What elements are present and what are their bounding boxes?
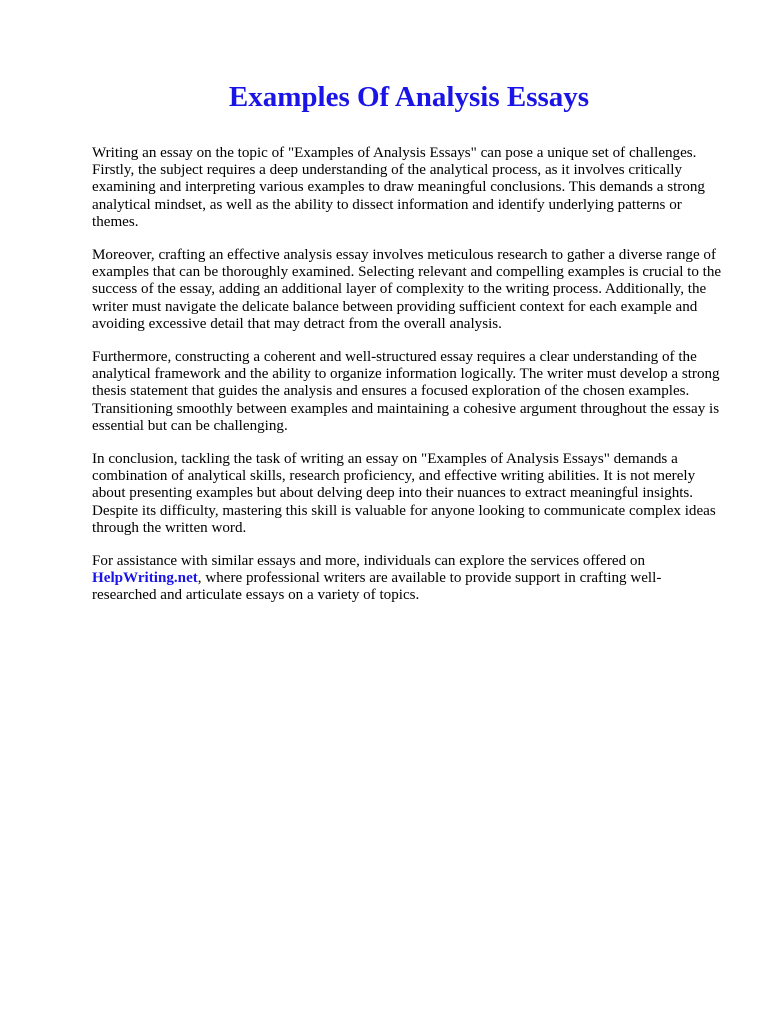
helpwriting-link[interactable]: HelpWriting.net [92, 570, 198, 587]
closing-paragraph [92, 553, 724, 605]
document-body [92, 145, 724, 621]
closing-text-before-link: For assistance with similar essays and more, individuals can explore the services offered on [92, 553, 646, 570]
page-title: Examples Of Analysis Essays [228, 81, 590, 113]
paragraph-3: Furthermore, constructing a coherent and well-structured essay requires a clear understanding of the analytical framework and the ability to organize information logically. The writer must develop a strong thesis statement that guides the analysis and ensures a focused exploration of the chosen examples. Transitioning smoothly between examples and maintaining a cohesive argument throughout the essay is essential but can be challenging. [92, 349, 720, 434]
paragraph-2: Moreover, crafting an effective analysis essay involves meticulous research to gather a diverse range of examples that can be thoroughly examined. Selecting relevant and compelling examples is crucial to the success of the essay, adding an additional layer of complexity to the writing process. Additionally, the writer must navigate the delicate balance between providing sufficient context for each example and avoiding excessive detail that may detract from the overall analysis. [92, 247, 722, 332]
paragraph-1: Writing an essay on the topic of "Examples of Analysis Essays" can pose a unique set of challenges. Firstly, the subject requires a deep understanding of the analytical process, as it involves critically examining and interpreting various examples to draw meaningful conclusions. This demands a strong analytical mindset, as well as the ability to dissect information and identify underlying patterns or themes. [92, 145, 705, 230]
paragraph-4: In conclusion, tackling the task of writing an essay on "Examples of Analysis Essays" demands a combination of analytical skills, research proficiency, and effective writing abilities. It is not merely about presenting examples but about delving deep into their nuances to extract meaningful insights. Despite its difficulty, mastering this skill is valuable for anyone looking to communicate complex ideas through the written word. [92, 451, 716, 536]
closing-text-after-link: , where professional writers are available to provide support in crafting well-researched and articulate essays on a variety of topics. [92, 570, 662, 604]
